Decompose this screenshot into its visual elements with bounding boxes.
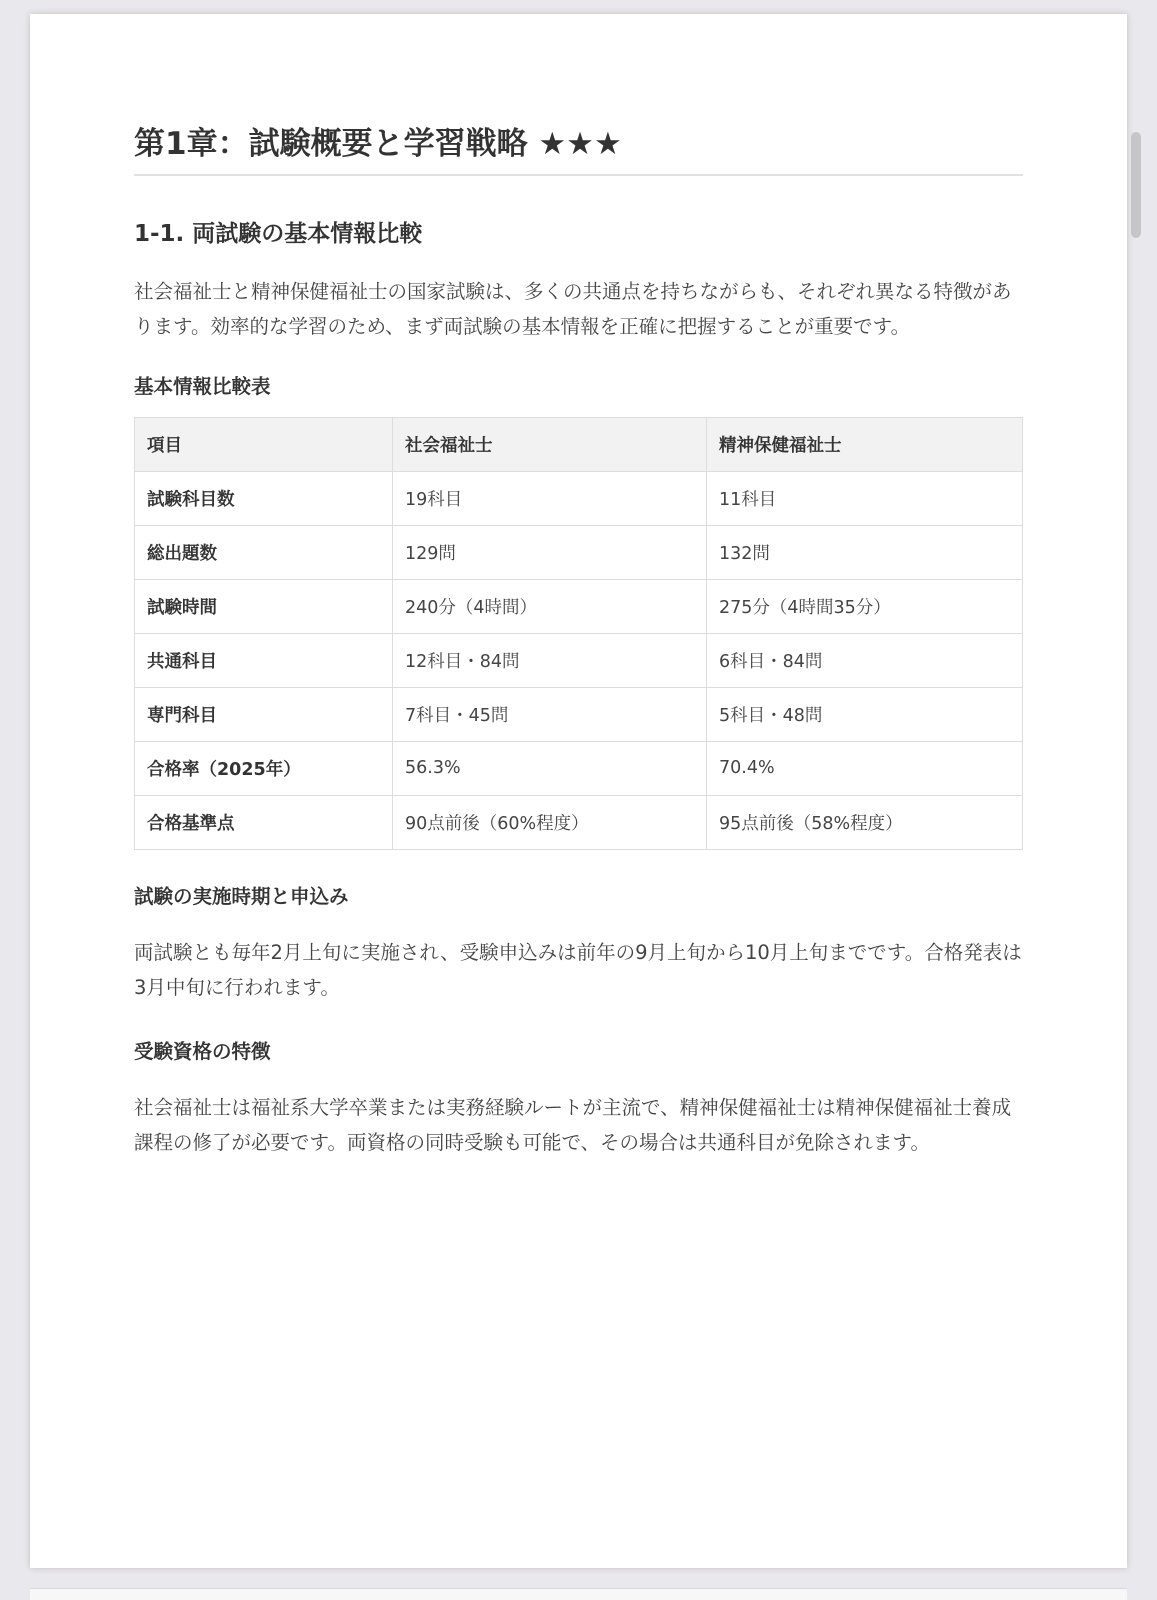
table-cell: 6科目・84問 (707, 633, 1023, 687)
vertical-scrollbar[interactable] (1131, 120, 1145, 1530)
table-cell: 275分（4時間35分） (707, 579, 1023, 633)
table-row (135, 633, 1023, 687)
table-cell: 7科目・45問 (393, 687, 707, 741)
schedule-heading: 試験の実施時期と申込み (134, 884, 349, 908)
table-header-row (135, 417, 1023, 471)
table-cell: 5科目・48問 (707, 687, 1023, 741)
document-content (134, 124, 1023, 1160)
row-label: 合格基準点 (135, 795, 393, 849)
header-social-worker: 社会福祉士 (393, 417, 707, 471)
scrollbar-thumb[interactable] (1131, 132, 1141, 238)
table-cell: 132問 (707, 525, 1023, 579)
schedule-paragraph: 両試験とも毎年2月上旬に実施され、受験申込みは前年の9月上旬から10月上旬までです。合格発表は3月中旬に行われます。 (134, 940, 1022, 999)
table-row (135, 525, 1023, 579)
table-cell: 90点前後（60%程度） (393, 795, 707, 849)
table-cell: 129問 (393, 525, 707, 579)
table-row (135, 579, 1023, 633)
table-cell: 11科目 (707, 471, 1023, 525)
table-heading: 基本情報比較表 (134, 375, 271, 399)
comparison-table (134, 417, 1023, 850)
header-item: 項目 (135, 417, 393, 471)
eligibility-heading: 受験資格の特徴 (134, 1039, 271, 1063)
row-label: 試験科目数 (135, 471, 393, 525)
row-label: 共通科目 (135, 633, 393, 687)
row-label: 合格率（2025年） (135, 741, 393, 795)
row-label: 専門科目 (135, 687, 393, 741)
table-cell: 240分（4時間） (393, 579, 707, 633)
intro-paragraph: 社会福祉士と精神保健福祉士の国家試験は、多くの共通点を持ちながらも、それぞれ異なる特徴があります。効率的な学習のため、まず両試験の基本情報を正確に把握することが重要です。 (134, 280, 1012, 339)
table-cell: 56.3% (393, 741, 707, 795)
document-page (30, 14, 1127, 1568)
table-cell: 12科目・84問 (393, 633, 707, 687)
table-row (135, 471, 1023, 525)
table-row (135, 687, 1023, 741)
eligibility-paragraph: 社会福祉士は福祉系大学卒業または実務経験ルートが主流で、精神保健福祉士は精神保健福祉士養成課程の修了が必要です。両資格の同時受験も可能で、その場合は共通科目が免除されます。 (134, 1096, 1012, 1155)
table-row (135, 741, 1023, 795)
section-title: 1-1. 両試験の基本情報比較 (134, 221, 423, 248)
next-page-edge (30, 1588, 1127, 1600)
table-cell: 95点前後（58%程度） (707, 795, 1023, 849)
chapter-title: 第1章：試験概要と学習戦略 ★★★ (134, 124, 1023, 176)
row-label: 総出題数 (135, 525, 393, 579)
table-cell: 70.4% (707, 741, 1023, 795)
row-label: 試験時間 (135, 579, 393, 633)
header-psychiatric-social-worker: 精神保健福祉士 (707, 417, 1023, 471)
table-row (135, 795, 1023, 849)
table-cell: 19科目 (393, 471, 707, 525)
